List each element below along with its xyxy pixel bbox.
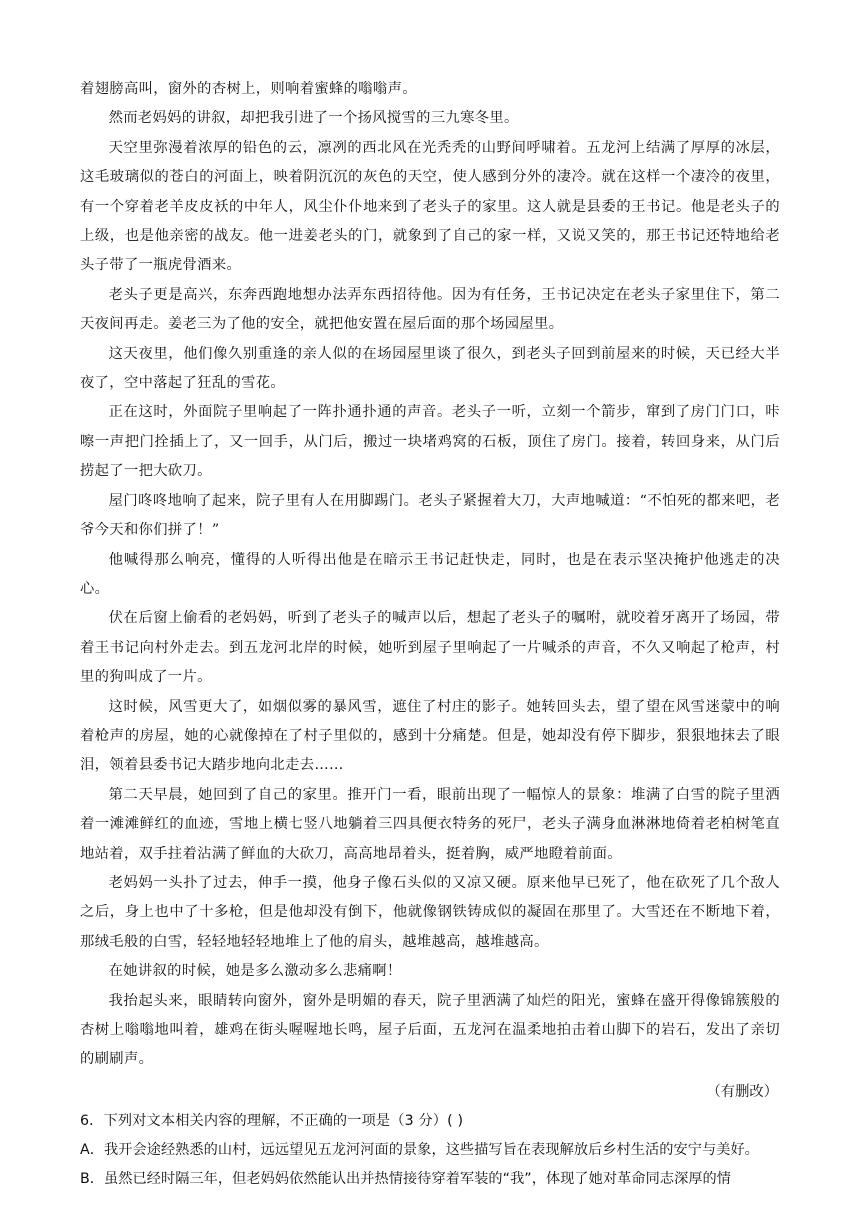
- source-note: （有删改）: [706, 1083, 778, 1100]
- question-6: [80, 1107, 780, 1194]
- story-passage: [80, 75, 780, 1107]
- paragraph-10: 这时候，风雪更大了，如烟似雾的暴风雪，遮住了村庄的影子。她转回头去，望了望在风雪迷蒙中的响着枪声的房屋，她的心就像掉在了村子里似的，感到十分痛楚。但是，她却没有停下脚步，狠狠地抹去了眼泪，领着县委书记大踏步地向北走去……: [80, 698, 780, 774]
- paragraph-2: 然而老妈妈的讲叙，却把我引进了一个扬风搅雪的三九寒冬里。: [108, 110, 519, 127]
- question-stem: 6．下列对文本相关内容的理解，不正确的一项是（3 分）( ): [80, 1113, 464, 1130]
- paragraph-4: 老头子更是高兴，东奔西跑地想办法弄东西招待他。因为有任务，王书记决定在老头子家里住下，第二天夜间再走。姜老三为了他的安全，就把他安置在屋后面的那个场园屋里。: [80, 286, 780, 333]
- paragraph-8: 他喊得那么响亮，懂得的人听得出他是在暗示王书记赶快走，同时，也是在表示坚决掩护他逃走的决心。: [80, 551, 780, 597]
- paragraph-6: 正在这时，外面院子里响起了一阵扑通扑通的声音。老头子一听，立刻一个箭步，窜到了房门门口，咔嚓一声把门拴插上了，又一回手，从门后，搬过一块堵鸡窝的石板，顶住了房门。接着，转回身来，从门后捞起了一把大砍刀。: [80, 404, 780, 480]
- paragraph-13: 在她讲叙的时候，她是多么激动多么悲痛啊！: [108, 963, 402, 980]
- paragraph-12: 老妈妈一头扑了过去，伸手一摸，他身子像石头似的又凉又硬。原来他早已死了，他在砍死了几个敌人之后，身上也中了十多枪，但是他却没有倒下，他就像钢铁铸成似的凝固在那里了。大雪还在不断地下着，那绒毛般的白雪，轻轻地轻轻地堆上了他的肩头，越堆越高，越堆越高。: [80, 874, 780, 950]
- paragraph-7: 屋门咚咚地响了起来，院子里有人在用脚踢门。老头子紧握着大刀，大声地喊道：“不怕死的都来吧，老爷今天和你们拼了！”: [80, 492, 780, 539]
- paragraph-3: 天空里弥漫着浓厚的铅色的云，凛冽的西北风在光秃秃的山野间呼啸着。五龙河上结满了厚厚的冰层，这毛玻璃似的苍白的河面上，映着阴沉沉的灰色的天空，使人感到分外的凄冷。就在这样一个凄冷的夜里，有一个穿着老羊皮皮袄的中年人，风尘仆仆地来到了老头子的家里。这人就是县委的王书记。他是老头子的上级，也是他亲密的战友。他一进姜老头的门，就象到了自己的家一样，又说又笑的，那王书记还特地给老头子带了一瓶虎骨酒来。: [80, 139, 780, 274]
- paragraph-5: 这天夜里，他们像久别重逢的亲人似的在场园屋里谈了很久，到老头子回到前屋来的时候，天已经大半夜了，空中落起了狂乱的雪花。: [80, 345, 780, 392]
- paragraph-11: 第二天早晨，她回到了自己的家里。推开门一看，眼前出现了一幅惊人的景象：堆满了白雪的院子里洒着一滩滩鲜红的血迹，雪地上横七竖八地躺着三四具便衣特务的死尸，老头子满身血淋淋地倚着老柏树笔直地站着，双手拄着沾满了鲜血的大砍刀，高高地昂着头，挺着胸，威严地瞪着前面。: [80, 786, 780, 862]
- paragraph-9: 伏在后窗上偷看的老妈妈，听到了老头子的喊声以后，想起了老头子的嘱咐，就咬着牙离开了场园，带着王书记向村外走去。到五龙河北岸的时候，她听到屋子里响起了一片喊杀的声音，不久又响起了枪声，村里的狗叫成了一片。: [80, 610, 780, 686]
- option-b: B．虽然已经时隔三年，但老妈妈依然能认出并热情接待穿着军装的“我”，体现了她对革命同志深厚的情: [80, 1171, 732, 1188]
- document-body: [80, 75, 780, 1194]
- option-a: A．我开会途经熟悉的山村，远远望见五龙河河面的景象，这些描写旨在表现解放后乡村生活的安宁与美好。: [80, 1142, 759, 1159]
- paragraph-14: 我抬起头来，眼睛转向窗外，窗外是明媚的春天，院子里洒满了灿烂的阳光，蜜蜂在盛开得像锦簇般的杏树上嗡嗡地叫着，雄鸡在街头喔喔地长鸣，屋子后面，五龙河在温柔地拍击着山脚下的岩石，发出了亲切的刷刷声。: [80, 992, 780, 1068]
- paragraph-1: 着翅膀高叫，窗外的杏树上，则响着蜜蜂的嗡嗡声。: [80, 81, 417, 97]
